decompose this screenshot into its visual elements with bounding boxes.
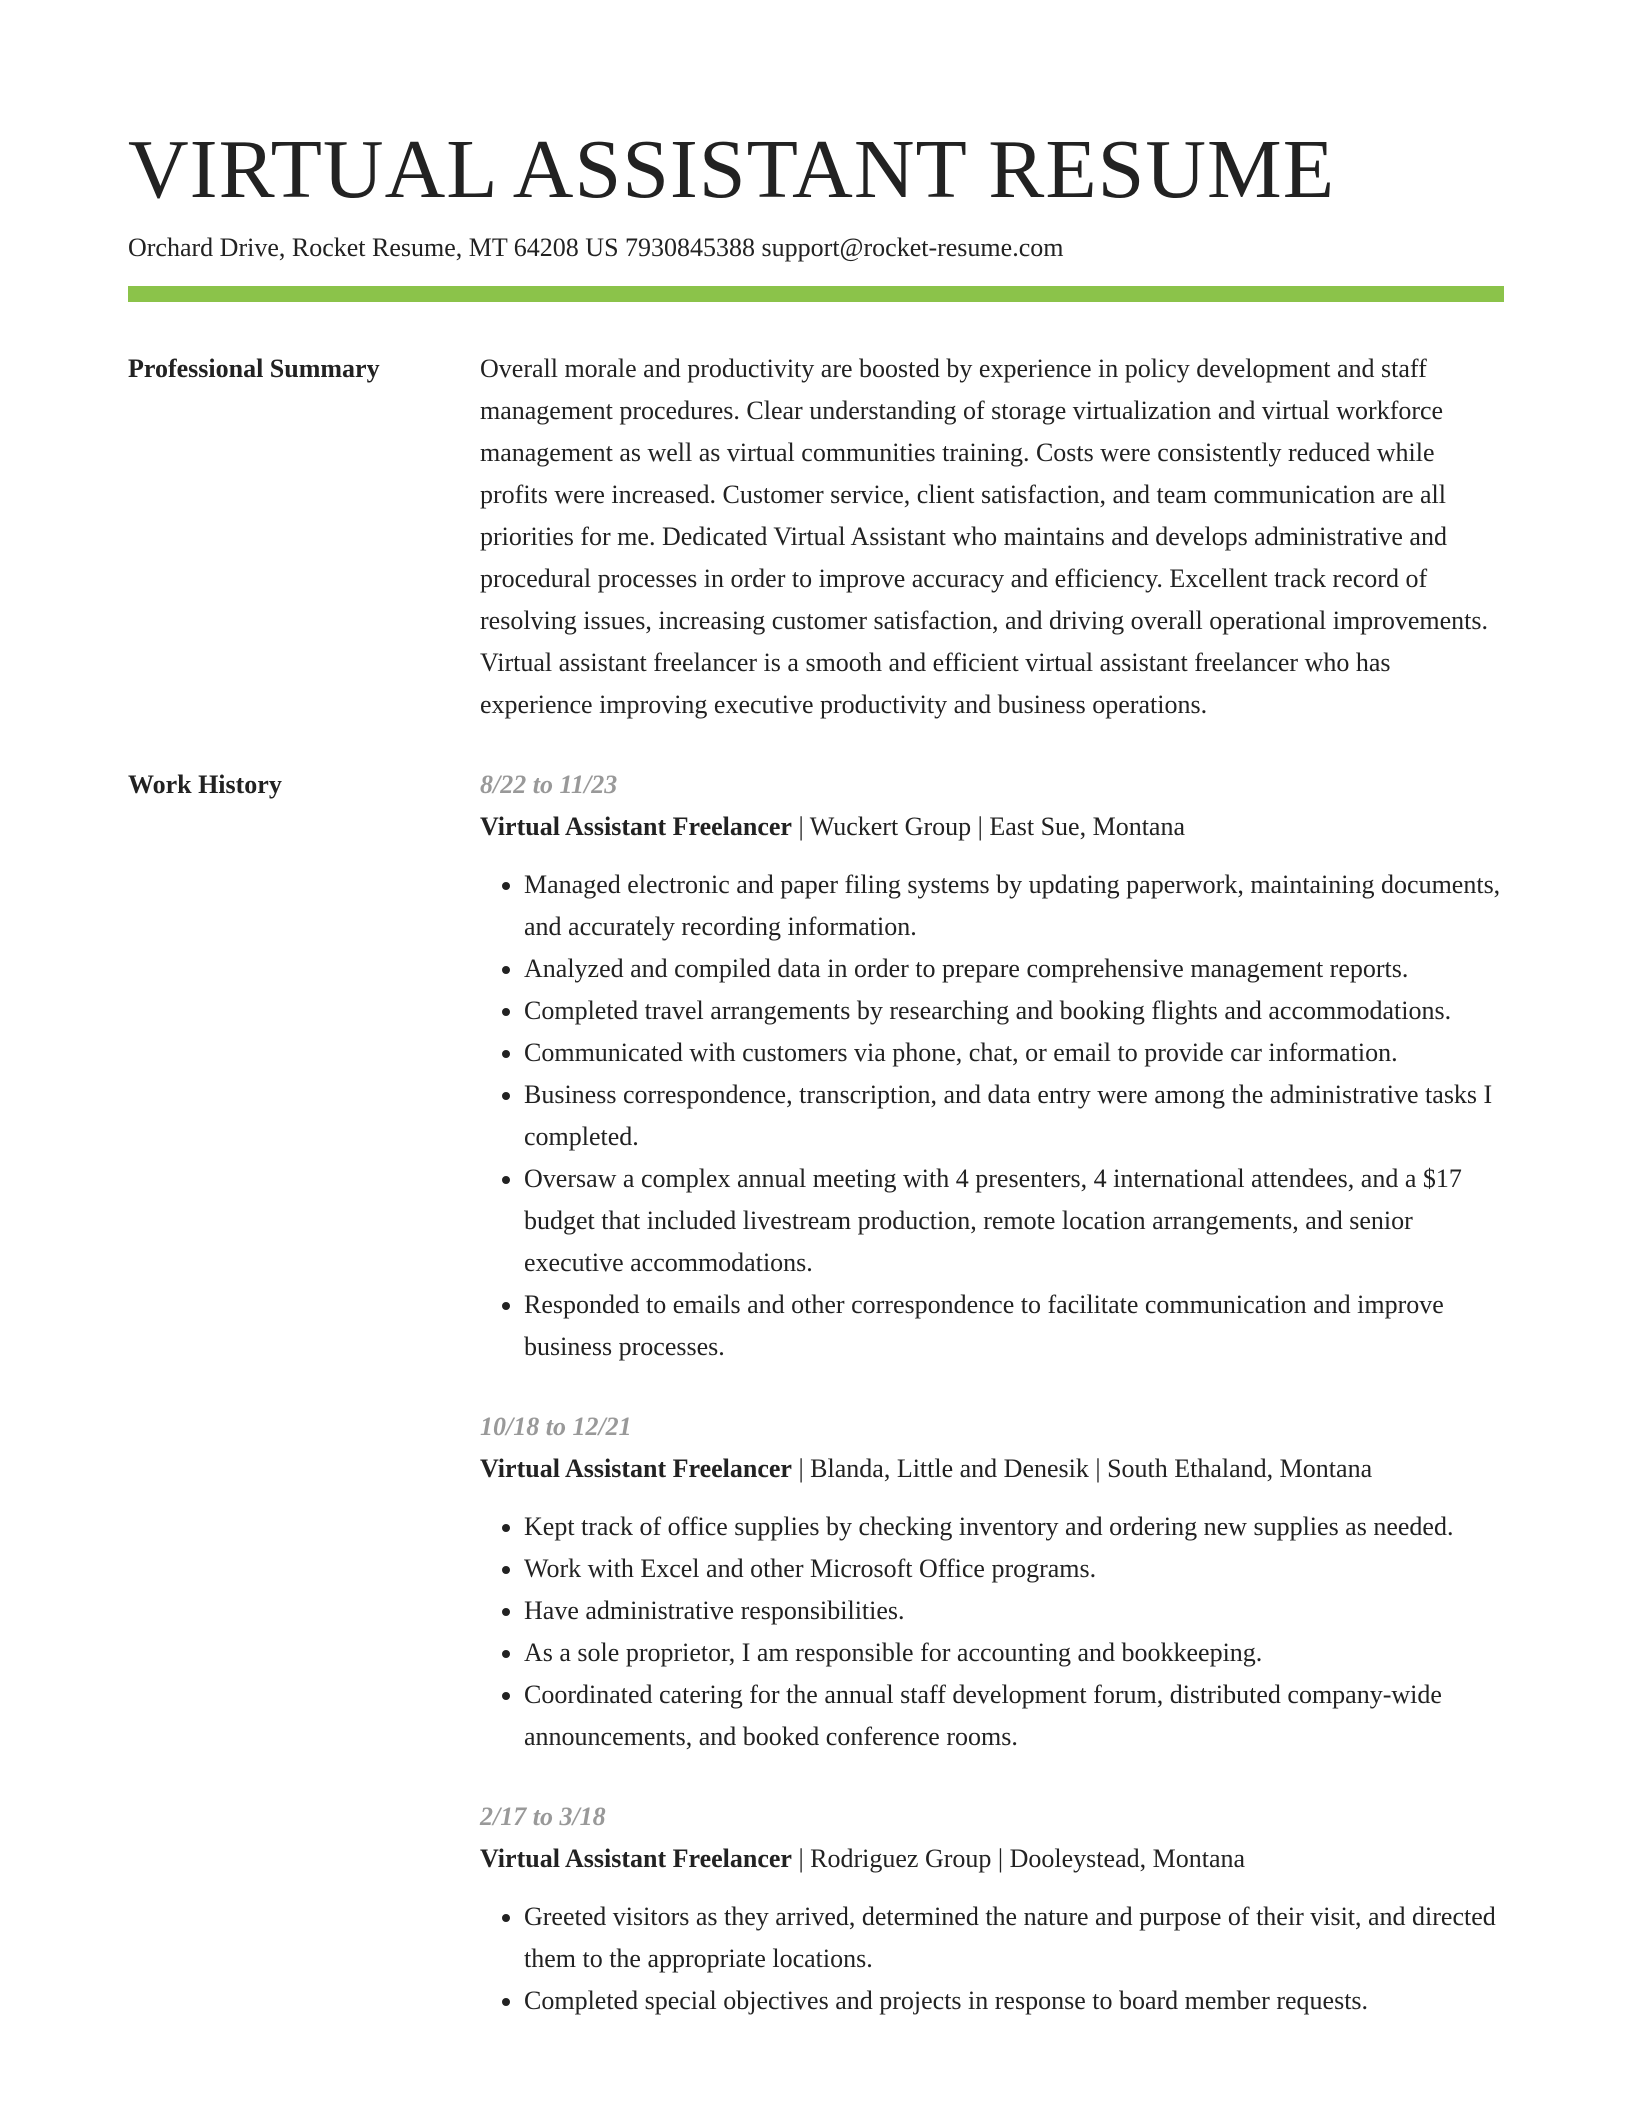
job-company: | Blanda, Little and Denesik: [792, 1454, 1089, 1483]
summary-body: [480, 348, 1504, 726]
job-entry: [480, 764, 1504, 1368]
job-role: Virtual Assistant Freelancer: [480, 812, 792, 841]
job-entry: [480, 1796, 1504, 2022]
job-dates: 2/17 to 3/18: [480, 1802, 606, 1831]
job-heading: [480, 1838, 1504, 1880]
job-bullet-item: • Have administrative responsibilities.: [524, 1590, 1504, 1632]
header-accent-rule: [128, 286, 1504, 302]
job-dates: 10/18 to 12/21: [480, 1412, 632, 1441]
job-heading: [480, 806, 1504, 848]
job-bullet-item: • Kept track of office supplies by checking inventory and ordering new supplies as needed.: [524, 1506, 1504, 1548]
job-location: | South Ethaland, Montana: [1089, 1454, 1372, 1483]
job-bullets: [480, 864, 1504, 1368]
job-bullet-item: • Greeted visitors as they arrived, determined the nature and purpose of their visit, and directed them to the appropriate locations.: [524, 1896, 1504, 1980]
job-bullet-item: • Work with Excel and other Microsoft Office programs.: [524, 1548, 1504, 1590]
job-bullet-item: • As a sole proprietor, I am responsible for accounting and bookkeeping.: [524, 1632, 1504, 1674]
work-history-list: [480, 764, 1504, 2060]
work-history-section: [128, 764, 1504, 2060]
resume-page: [128, 120, 1504, 2060]
job-bullet-item: • Completed special objectives and projects in response to board member requests.: [524, 1980, 1504, 2022]
work-history-heading: Work History: [128, 770, 282, 799]
summary-section: [128, 348, 1504, 726]
job-role: Virtual Assistant Freelancer: [480, 1844, 792, 1873]
job-bullet-item: • Oversaw a complex annual meeting with 4 presenters, 4 international attendees, and a $17 budget that included livestream production, remote location arrangements, and senior executive accommodations.: [524, 1158, 1504, 1284]
job-role: Virtual Assistant Freelancer: [480, 1454, 792, 1483]
job-bullet-item: • Responded to emails and other correspondence to facilitate communication and improve business processes.: [524, 1284, 1504, 1368]
job-bullet-item: • Business correspondence, transcription, and data entry were among the administrative tasks I completed.: [524, 1074, 1504, 1158]
job-bullet-item: • Coordinated catering for the annual staff development forum, distributed company-wide announcements, and booked conference rooms.: [524, 1674, 1504, 1758]
job-bullet-item: • Completed travel arrangements by researching and booking flights and accommodations.: [524, 990, 1504, 1032]
job-bullet-item: • Communicated with customers via phone, chat, or email to provide car information.: [524, 1032, 1504, 1074]
resume-title: VIRTUAL ASSISTANT RESUME: [128, 123, 1336, 216]
job-bullets: [480, 1506, 1504, 1758]
job-bullets: [480, 1896, 1504, 2022]
job-bullet-item: • Managed electronic and paper filing systems by updating paperwork, maintaining documents, and accurately recording information.: [524, 864, 1504, 948]
summary-heading: Professional Summary: [128, 354, 380, 383]
contact-phone: 7930845388: [625, 233, 756, 262]
summary-text: Overall morale and productivity are boosted by experience in policy development and staff management procedures. Clear understanding of storage virtualization and virtual workforce management as well as virtual communities training. Costs were consistently reduced while profits were increased. Customer service, client satisfaction, and team communication are all priorities for me. Dedicated Virtual Assistant who maintains and develops administrative and procedural processes in order to improve accuracy and efficiency. Excellent track record of resolving issues, increasing customer satisfaction, and driving overall operational improvements. Virtual assistant freelancer is a smooth and efficient virtual assistant freelancer who has experience improving executive productivity and business operations.: [480, 354, 1488, 719]
job-location: | East Sue, Montana: [971, 812, 1185, 841]
job-company: | Rodriguez Group: [792, 1844, 991, 1873]
contact-email: support@rocket-resume.com: [761, 233, 1064, 262]
job-company: | Wuckert Group: [792, 812, 971, 841]
contact-line: [128, 230, 1504, 266]
job-bullet-item: • Analyzed and compiled data in order to prepare comprehensive management reports.: [524, 948, 1504, 990]
job-location: | Dooleystead, Montana: [991, 1844, 1245, 1873]
job-dates: 8/22 to 11/23: [480, 770, 618, 799]
job-heading: [480, 1448, 1504, 1490]
job-entry: [480, 1406, 1504, 1758]
contact-address: Orchard Drive, Rocket Resume, MT 64208 US: [128, 233, 619, 262]
